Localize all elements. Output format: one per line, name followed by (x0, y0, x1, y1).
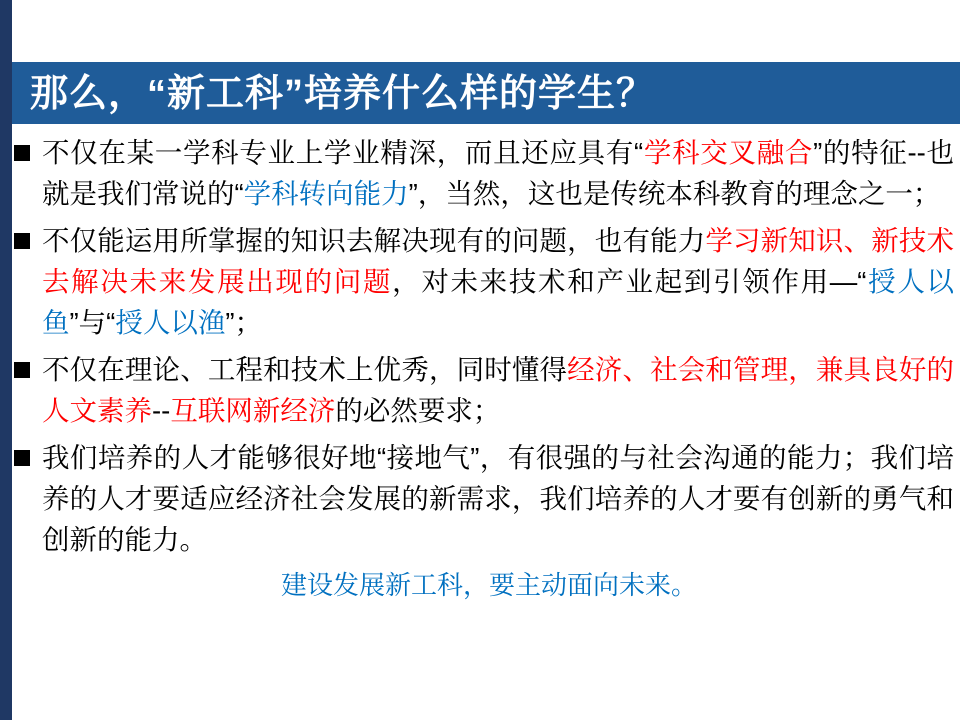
bullet-2-text: 不仅能运用所掌握的知识去解决现有的问题，也有能力学习新知识、新技术去解决未来发展出现的问题，对未来技术和产业起到引领作用—“授人以鱼”与“授人以渔”； (42, 225, 955, 338)
bullet-square-icon (14, 450, 30, 466)
list-item (14, 132, 954, 214)
slide-body (14, 132, 954, 632)
closing-line: 建设发展新工科，要主动面向未来。 (280, 570, 697, 600)
bullet-1-text: 不仅在某一学科专业上学业精深，而且还应具有“学科交叉融合”的特征--也就是我们常说的“学科转向能力”，当然，这也是传统本科教育的理念之一； (42, 137, 954, 209)
bullet-square-icon (14, 233, 30, 249)
bullet-square-icon (14, 362, 30, 378)
bullet-square-icon (14, 145, 30, 161)
page-title: 那么，“新工科”培养什么样的学生？ (30, 73, 656, 115)
list-item (14, 349, 954, 431)
list-item (14, 437, 954, 560)
bullet-4-text: 我们培养的人才能够很好地“接地气”，有很强的与社会沟通的能力；我们培养的人才要适应经济社会发展的新需求，我们培养的人才要有创新的勇气和创新的能力。 (42, 442, 954, 555)
list-item (14, 220, 954, 343)
bullet-3-text: 不仅在理论、工程和技术上优秀，同时懂得经济、社会和管理，兼具良好的人文素养--互联网新经济的必然要求； (42, 354, 954, 426)
slide-left-accent-bar (0, 0, 12, 720)
